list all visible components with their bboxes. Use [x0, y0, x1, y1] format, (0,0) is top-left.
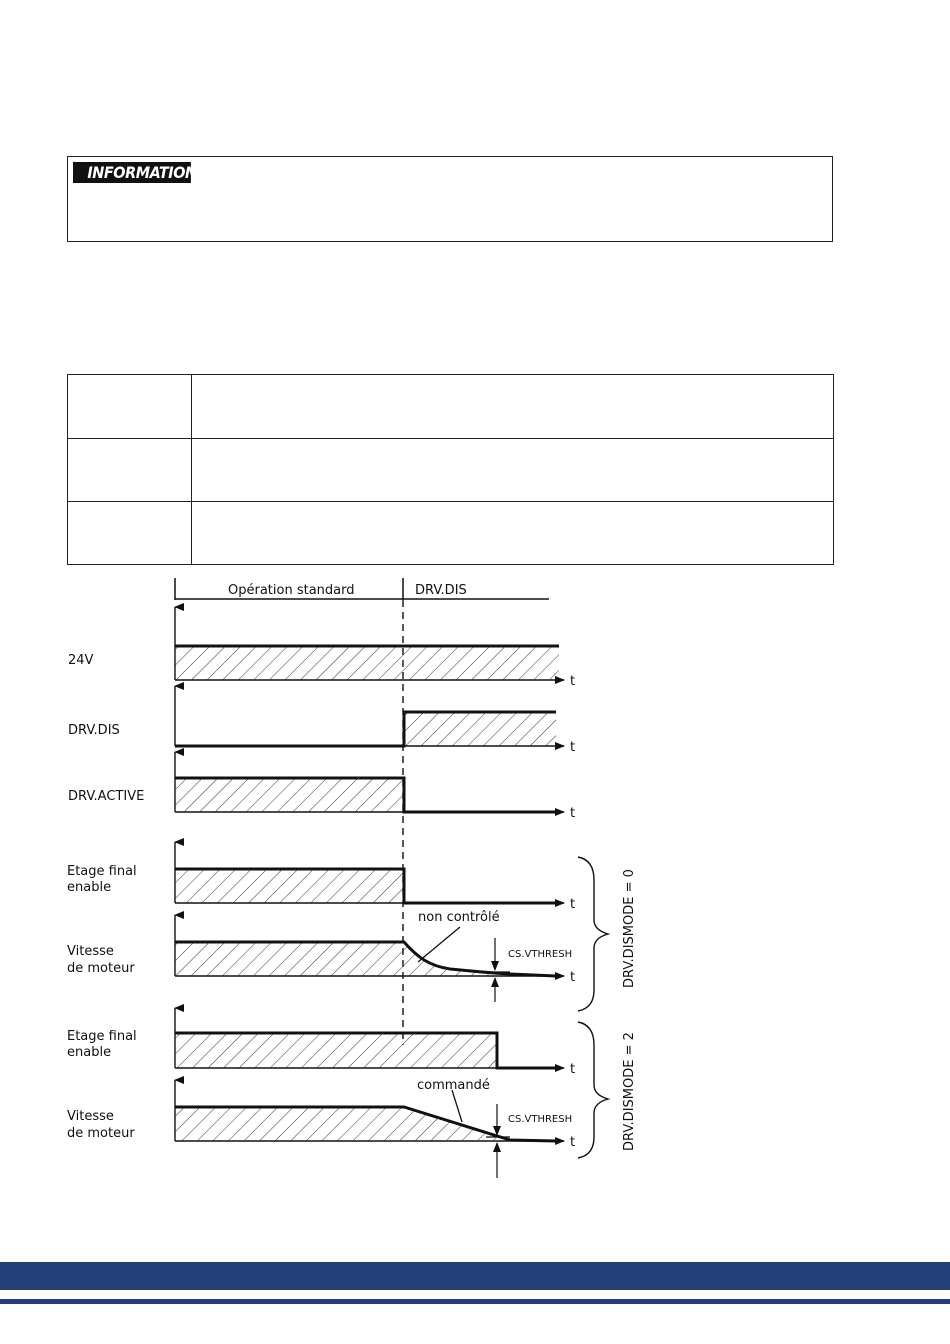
- annotation-commande: commandé: [417, 1078, 490, 1093]
- signal-label-de-moteur: de moteur: [67, 961, 135, 976]
- signal-etage-final-mode2: [67, 1008, 575, 1077]
- time-axis-label: t: [570, 674, 576, 689]
- signal-label-24v: 24V: [68, 653, 94, 668]
- signal-label-enable: enable: [67, 1045, 112, 1060]
- footer-line: [0, 1299, 950, 1304]
- signal-24v: [68, 607, 575, 689]
- phase-drvdis-label: DRV.DIS: [415, 583, 467, 598]
- time-axis-label: t: [570, 970, 576, 985]
- annotation-non-controle: non contrôlé: [418, 910, 500, 925]
- time-axis-label: t: [570, 897, 576, 912]
- signal-vitesse-mode2: [67, 1078, 575, 1178]
- brace-mode0: [578, 857, 608, 1011]
- time-axis-label: t: [570, 740, 576, 755]
- signal-drvactive: [68, 752, 575, 821]
- mode2-label: DRV.DISMODE = 2: [622, 1032, 637, 1151]
- signal-drvdis: [68, 686, 575, 755]
- signal-label-enable: enable: [67, 880, 112, 895]
- footer-band: [0, 1262, 950, 1290]
- time-axis-label: t: [570, 1062, 576, 1077]
- signal-etage-final-mode0: [67, 842, 575, 912]
- signal-label-vitesse: Vitesse: [67, 944, 114, 959]
- signal-label-drvactive: DRV.ACTIVE: [68, 789, 145, 804]
- signal-vitesse-mode0: [67, 910, 575, 1002]
- phase-header: [175, 578, 549, 600]
- threshold-label: CS.VTHRESH: [508, 949, 573, 960]
- information-badge: INFORMATION: [73, 162, 191, 183]
- brace-mode2: [578, 1022, 608, 1158]
- signal-label-de-moteur: de moteur: [67, 1126, 135, 1141]
- signal-label-drvdis: DRV.DIS: [68, 723, 120, 738]
- time-axis-label: t: [570, 1135, 576, 1150]
- phase-standard-label: Opération standard: [228, 583, 355, 598]
- threshold-label: CS.VTHRESH: [508, 1114, 573, 1125]
- signal-label-vitesse: Vitesse: [67, 1109, 114, 1124]
- signal-label-etage-final: Etage final: [67, 864, 137, 879]
- mode0-label: DRV.DISMODE = 0: [622, 869, 637, 988]
- time-axis-label: t: [570, 806, 576, 821]
- signal-label-etage-final: Etage final: [67, 1029, 137, 1044]
